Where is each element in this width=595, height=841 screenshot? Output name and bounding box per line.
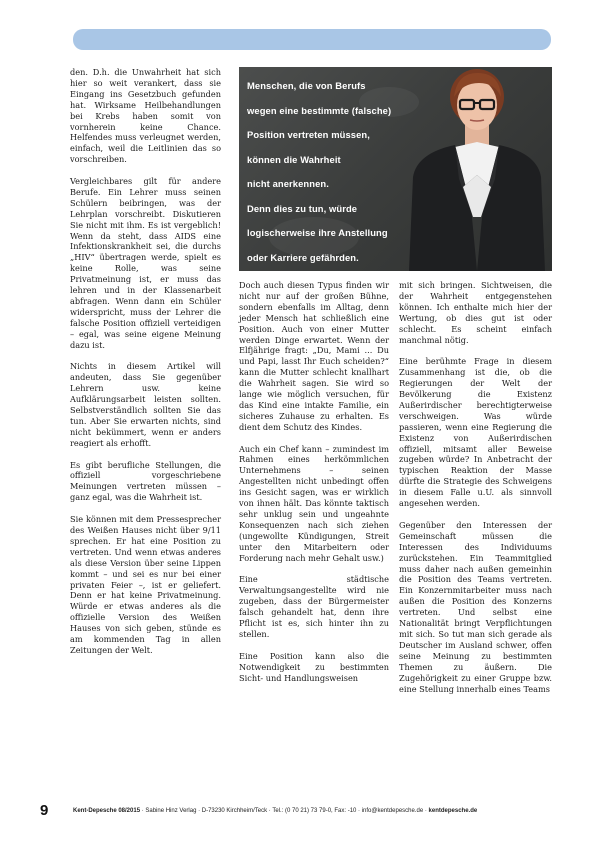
paragraph: Eine Position kann also die Notwendigkeit zu bestimmten Sicht- und Handlungsweisen [239,650,389,683]
paragraph: Auch ein Chef kann – zumindest im Rahmen eines herkömmlichen Unternehmens – seinen Angestellten nicht unbedingt offen ins Gesicht sagen, was er wirklich von ihnen hält. Das könnte taktisch sehr unklug sein und ungeahnte Konsequenzen nach sich ziehen (ungewollte Kündigungen, Streit unter den Mitarbeitern oder Forderung nach mehr Gehalt usw.) [239,443,389,563]
footer-imprint [73,806,477,816]
paragraph: Doch auch diesen Typus finden wir nicht nur auf der großen Bühne, sondern ebenfalls im Alltag, denn jeder Mensch hat schließlich eine Position. Auch von einer Mutter werden Dinge erwartet. Wenn der Elfjährige fragt: „Du, Mami ... Du und Papi, lasst Ihr Euch scheiden?“ kann die Mutter schlecht knallhart die Wahrheit sagen. Sie wird so lange wie möglich versuchen, für das Kind eine intakte Familie, ein sicheres Zuhause zu erhalten. Es dient dem Schutz des Kindes. [239,280,389,432]
paragraph: mit sich bringen. Sichtweisen, die der Wahrheit entgegenstehen können. Ich enthalte mich hier der Wertung, ob dies gut ist oder schlecht. Es scheint einfach manchmal nötig. [399,280,552,345]
page-footer [40,801,552,821]
text-column-2 [239,280,389,683]
paragraph: Nichts in diesem Artikel will andeuten, dass Sie gegenüber Lehrern usw. keine Aufklärungsarbeit leisten sollten. Selbstverständlich sollten Sie das tun. Aber Sie erwarten nichts, sind nicht bekümmert, wenn er anders reagiert als erhofft. [70,361,221,448]
caption-line: logischerweise ihre Anstellung [247,227,388,238]
page-number: 9 [40,802,49,819]
caption-line: können die Wahrheit [247,153,341,165]
caption-line: nicht anerkennen. [247,178,329,189]
website-link[interactable]: kentdepesche.de [428,808,478,814]
caption-line: Position vertreten müssen, [247,129,370,140]
caption-line: wegen eine bestimmte (falsche) [247,104,392,116]
publisher-info: · Sabine Hinz Verlag · D-73230 Kirchheim/Teck · Tel.: (0 70 21) 73 79-0, Fax: -10 · info@kentdepesche.de · [140,808,429,814]
header-accent-bar [73,29,551,50]
paragraph: Sie können mit dem Pressesprecher des Weißen Hauses nicht über 9/11 sprechen. Er hat eine Position zu vertreten. Und wenn etwas anderes als diese Version über seine Lippen kommt – und sei es nur bei einer privaten Feier –, ist er geliefert. Denn er hat keine Privatmeinung. Würde er etwas anderes als die offizielle Version des Weißen Hauses von sich geben, stünde es am kommenden Tag in allen Zeitungen der Welt. [70,514,221,655]
article-photo [239,67,552,271]
paragraph: Vergleichbares gilt für andere Berufe. Ein Lehrer muss seinen Schülern beibringen, was der Lehrplan vorschreibt. Diskutieren Sie nicht mit ihm. Es ist vergeblich! Wenn da steht, dass AIDS eine Infektionskrankheit sei, die durchs „HIV“ übertragen werde, spielt es keine Rolle, was seine Privatmeinung ist, er muss das lehren und in der Klassenarbeit abfragen. Wenn dann ein Schüler widerspricht, muss der Lehrer die falsche Position offiziell verteidigen – egal, was seine eigene Meinung dazu ist. [70,176,221,350]
text-column-1 [70,67,221,656]
paragraph: den. D.h. die Unwahrheit hat sich hier so weit verankert, dass sie Eingang ins Gesetzbuch gefunden hat. Wirksame Heilbehandlungen bei Krebs haben somit von vornherein keine Chance. Helfendes muss verleugnet werden, einfach, weil die Leitlinien das so vorschreiben. [70,67,221,165]
caption-line: Denn dies zu tun, würde [247,202,358,214]
caption-line: Menschen, die von Berufs [247,80,366,91]
paragraph: Eine städtische Verwaltungsangestellte wird nie zugeben, dass der Bürgermeister falsch gehandelt hat, denn ihre Pflicht ist es, sich hinter ihn zu stellen. [239,574,389,639]
caption-line: oder Karriere gefährden. [247,251,359,263]
text-column-3 [399,280,552,694]
paragraph: Es gibt berufliche Stellungen, die offiziell vorgeschriebene Meinungen vertreten müssen – ganz egal, was die Wahrheit ist. [70,459,221,503]
photo-caption [247,74,427,270]
paragraph: Eine berühmte Frage in diesem Zusammenhang ist die, ob die Regierungen der Welt der Bevölkerung die Existenz Außerirdischer berechtigterweise verschweigen. Was würde passieren, wenn eine Regierung die Existenz von Außerirdischen offiziell, mitsamt aller Beweise zugeben würde? In Anbetracht der typischen Reaktion der Masse dürfte die Strategie des Schweigens in diesem Falle u.U. als sinnvoll angesehen werden. [399,356,552,509]
paragraph: Gegenüber den Interessen der Gemeinschaft müssen die Interessen des Individuums zurückstehen. Ein Teammitglied muss daher nach außen gemeinhin die Position des Teams vertreten. Ein Konzernmitarbeiter muss nach außen die Position des Konzerns vertreten. Und selbst eine Nationalität bringt Verpflichtungen mit sich. So tut man sich gerade als Deutscher im Ausland schwer, offen seine Meinung zu bestimmten Themen zu äußern. Die Zugehörigkeit zu einer Gruppe bzw. eine Stellung innerhalb eines Teams [399,519,552,694]
publication-name: Kent-Depesche 08/2015 [73,808,141,814]
